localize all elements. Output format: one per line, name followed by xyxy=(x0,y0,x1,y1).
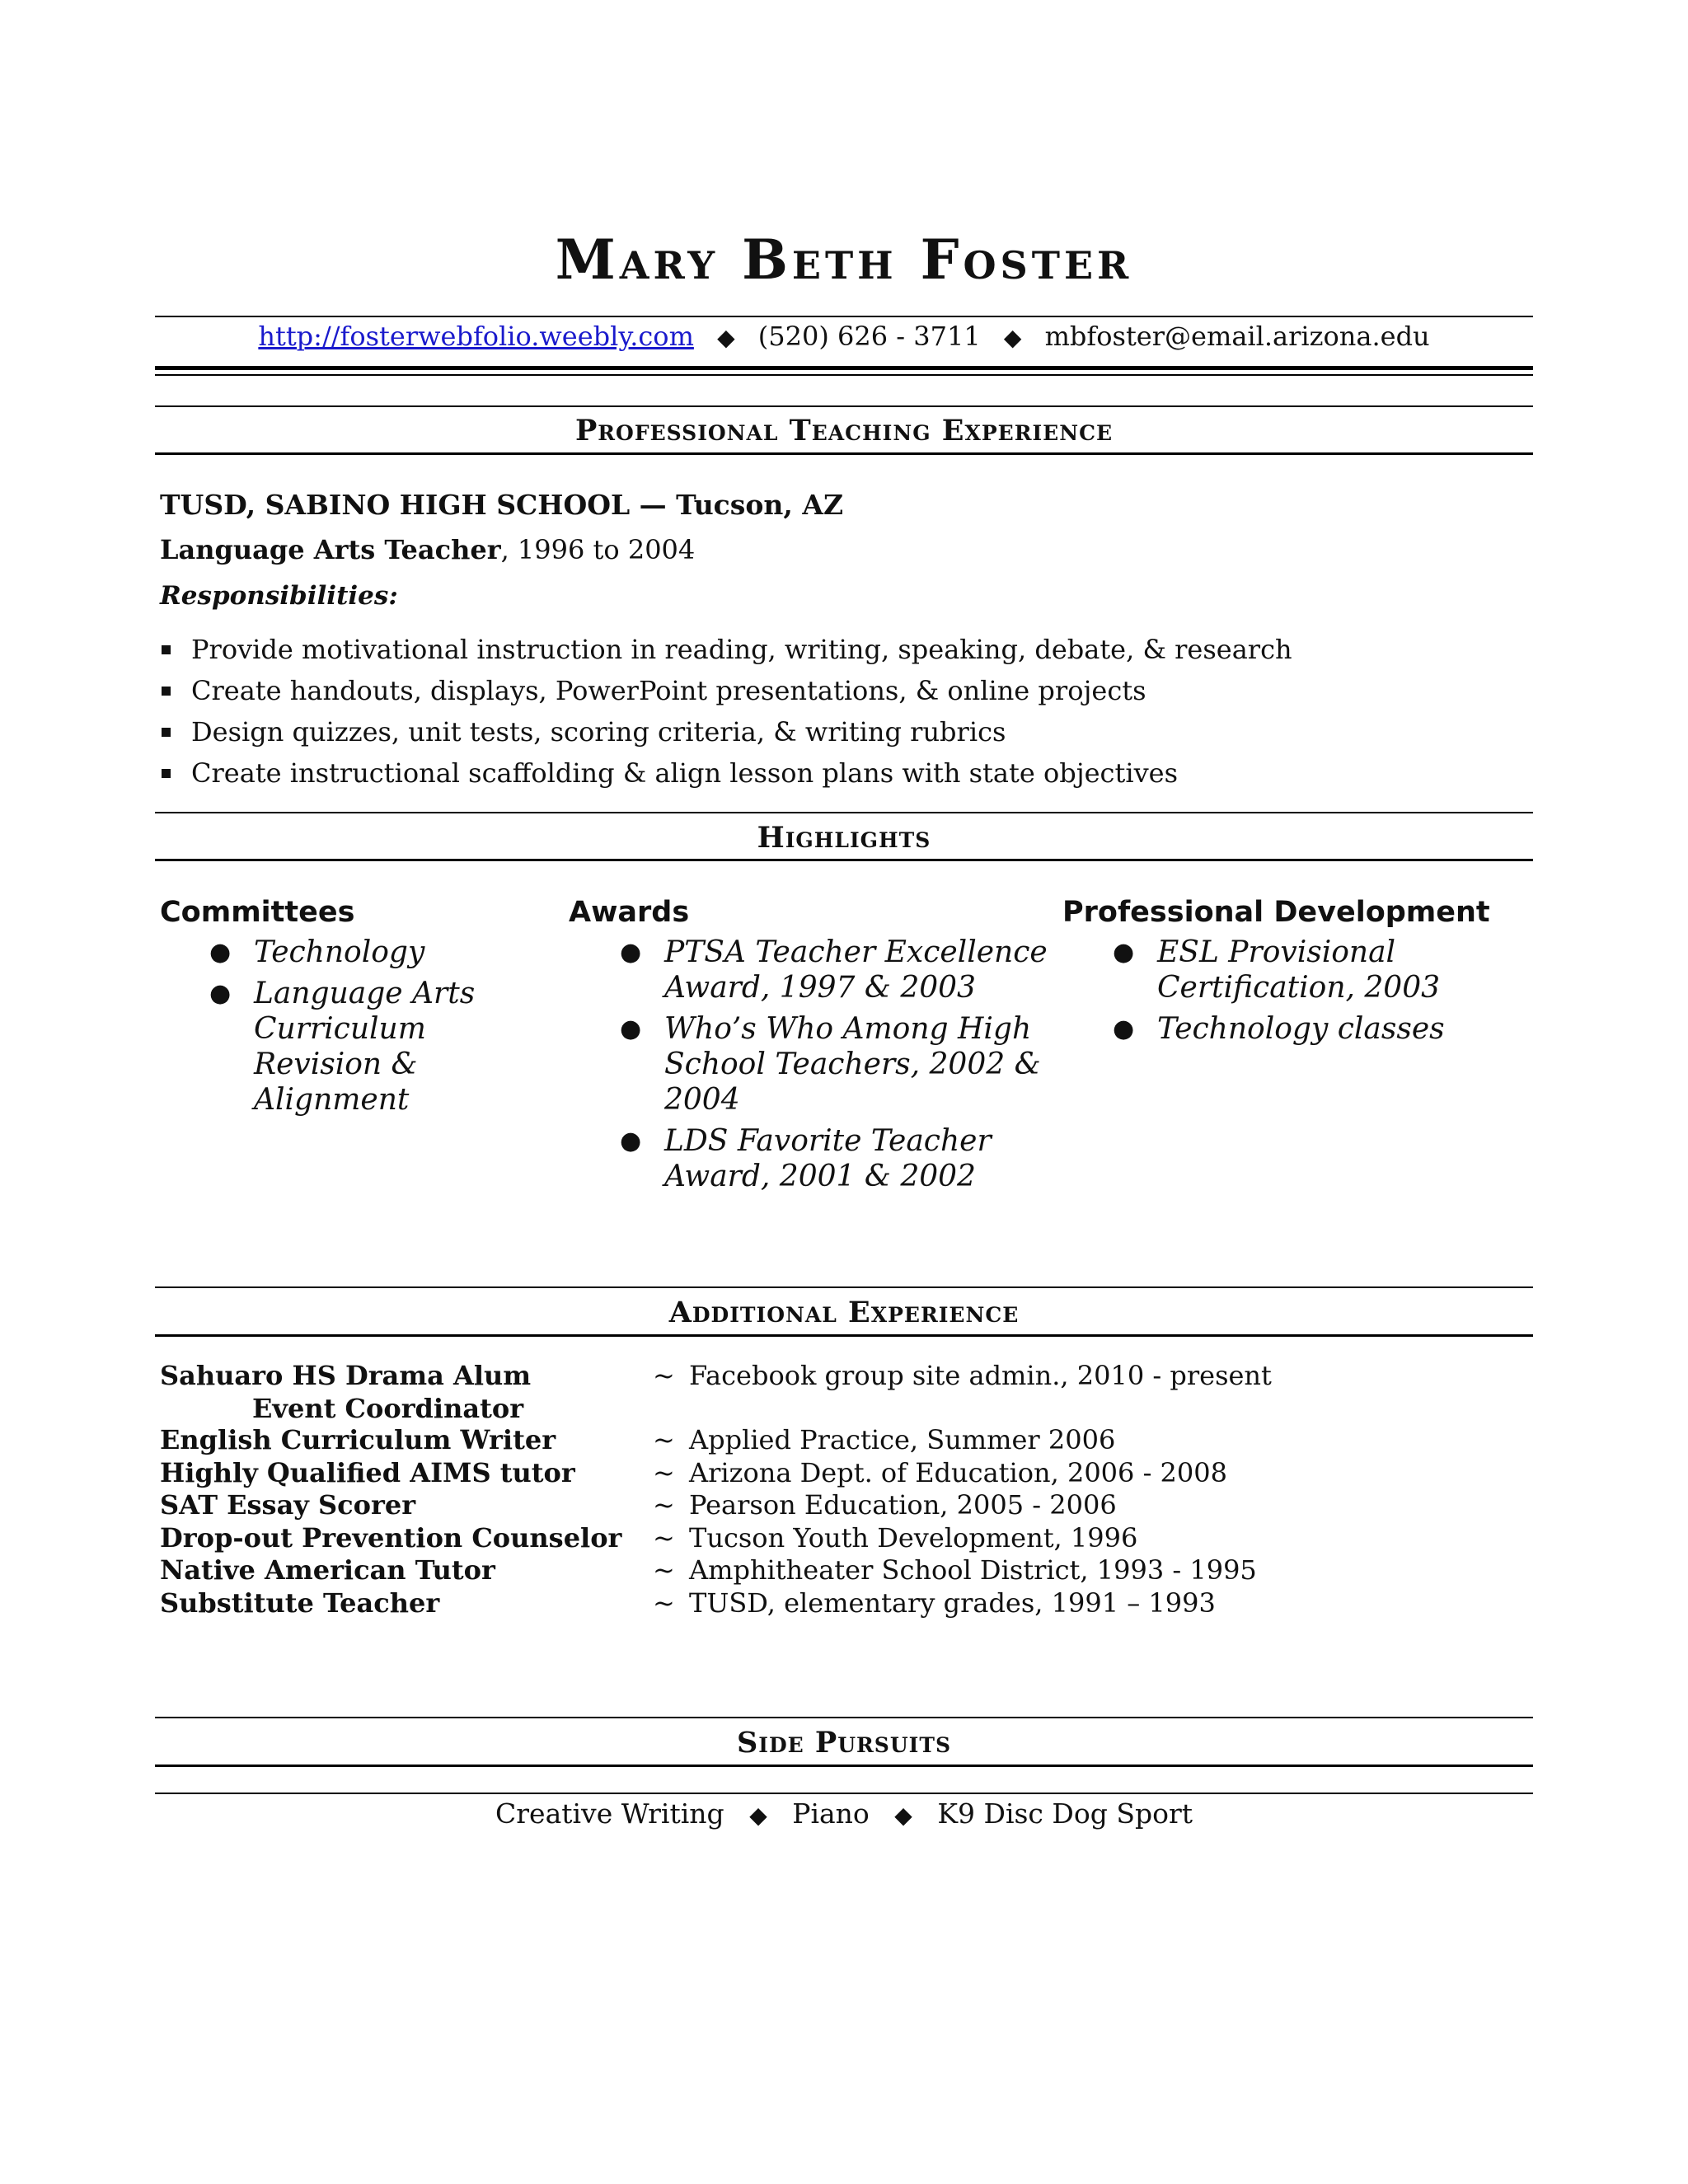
section-rule-top xyxy=(155,405,1533,407)
header-thin-rule xyxy=(155,374,1533,376)
header-top-rule xyxy=(155,316,1533,317)
section-rule-top xyxy=(155,812,1533,813)
list-item: ● Language Arts Curriculum Revision & Alignment xyxy=(209,977,476,1117)
job-dates: , 1996 to 2004 xyxy=(500,534,696,565)
awards-list xyxy=(615,935,1060,1200)
pursuit-item: Piano xyxy=(792,1797,870,1830)
email-address: mbfoster@email.arizona.edu xyxy=(1044,321,1430,352)
list-item: Create handouts, displays, PowerPoint presentations, & online projects xyxy=(160,670,1292,711)
square-bullet-icon xyxy=(162,769,171,778)
pursuit-item: Creative Writing xyxy=(495,1797,724,1830)
square-bullet-icon xyxy=(162,645,171,654)
list-item: ● ESL Provisional Certification, 2003 xyxy=(1113,935,1441,1005)
diamond-separator-icon: ◆ xyxy=(717,324,735,351)
header-thick-rule xyxy=(155,366,1533,370)
list-item: Create instructional scaffolding & align lesson plans with state objectives xyxy=(160,752,1292,794)
list-item: Provide motivational instruction in reading, writing, speaking, debate, & research xyxy=(160,629,1292,670)
pursuit-item: K9 Disc Dog Sport xyxy=(937,1797,1193,1830)
list-item: ● Who’s Who Among High School Teachers, 2002 & 2004 xyxy=(620,1012,1041,1117)
diamond-separator-icon: ◆ xyxy=(894,1802,912,1829)
bullet-icon: ● xyxy=(620,1127,642,1155)
responsibilities-label: Responsibilities: xyxy=(160,581,398,611)
list-item: ● Technology classes xyxy=(1113,1012,1445,1046)
bullet-icon: ● xyxy=(620,1015,642,1043)
square-bullet-icon xyxy=(162,728,171,737)
teaching-heading: Professional Teaching Experience xyxy=(574,414,1114,448)
contact-line xyxy=(0,321,1688,352)
square-bullet-icon xyxy=(162,687,171,696)
list-item: Design quizzes, unit tests, scoring criteria, & writing rubrics xyxy=(160,711,1292,752)
list-item: ● PTSA Teacher Excellence Award, 1997 & 2003 xyxy=(620,935,1048,1005)
phone-number: (520) 626 - 3711 xyxy=(757,321,981,352)
job-title: Language Arts Teacher xyxy=(160,534,501,565)
section-rule-bottom xyxy=(155,1765,1533,1767)
employer-line: TUSD, SABINO HIGH SCHOOL — Tucson, AZ xyxy=(160,489,844,521)
committees-list xyxy=(204,935,485,1123)
diamond-separator-icon: ◆ xyxy=(1003,324,1022,351)
side-pursuits-heading: Side Pursuits xyxy=(737,1726,951,1760)
bullet-icon: ● xyxy=(1113,938,1135,967)
section-rule-bottom xyxy=(155,452,1533,455)
diamond-separator-icon: ◆ xyxy=(749,1802,767,1829)
resume-name: Mary Beth Foster xyxy=(555,227,1133,292)
section-rule-top xyxy=(155,1717,1533,1718)
committees-title: Committees xyxy=(160,896,355,929)
development-list xyxy=(1108,935,1487,1052)
bullet-icon: ● xyxy=(1113,1015,1135,1043)
responsibilities-list xyxy=(160,629,1292,794)
list-item: ● LDS Favorite Teacher Award, 2001 & 2002 xyxy=(620,1124,992,1193)
side-pursuits-line xyxy=(0,1797,1688,1830)
awards-title: Awards xyxy=(569,896,690,929)
bullet-icon: ● xyxy=(620,938,642,967)
section-rule-bottom xyxy=(155,1334,1533,1337)
list-item: ● Technology xyxy=(209,935,425,969)
bullet-icon: ● xyxy=(209,979,232,1008)
development-title: Professional Development xyxy=(1062,896,1490,929)
additional-heading: Additional Experience xyxy=(668,1296,1020,1329)
bullet-icon: ● xyxy=(209,938,232,967)
section-rule-top xyxy=(155,1286,1533,1288)
section-rule-bottom xyxy=(155,859,1533,861)
highlights-heading: Highlights xyxy=(757,821,931,855)
website-link[interactable]: http://fosterwebfolio.weebly.com xyxy=(258,321,694,352)
section-rule-extra xyxy=(155,1793,1533,1794)
job-title-line xyxy=(160,534,696,565)
